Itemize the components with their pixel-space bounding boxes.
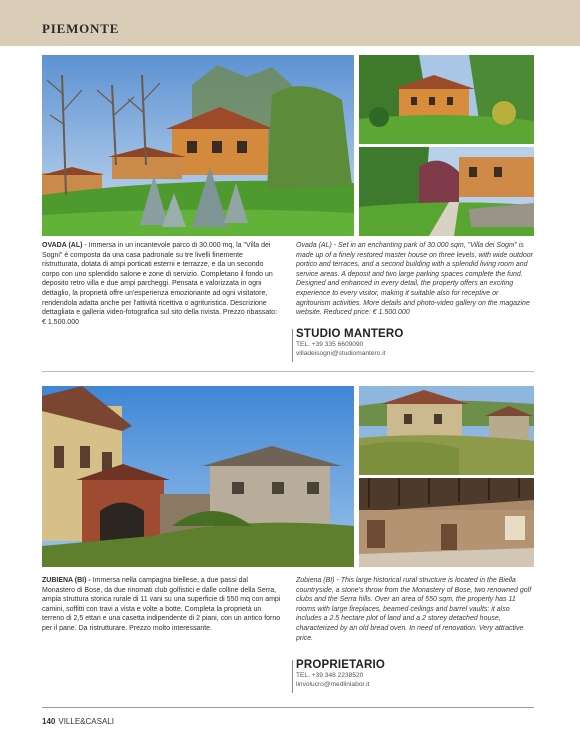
farmhouse-interior-photo xyxy=(359,478,534,567)
listing1-description-it xyxy=(42,241,282,327)
listing1-body-it: - Immersa in un incantevole parco di 30.000 mq, la "Villa dei Sogni" è composta da una casa padronale su tre livelli finemente ristrutturata, dotata di ampi porticati esterni e terrazze, e da un secondo corpo con uno splendido salone e zone di servizio. Completano il fondo un deposito retro villa e due ampi parcheggi. Pensata e valorizzata in ogni dettaglio, la proprietà offre un'esperienza emozionante ad ogni visitatore, rendendola adatta anche per l'attività ricettiva o agrituristica. Descrizione dettagliata e galleria video-fotografica sul sito della rivista. Prezzo ribassato: € 1.500.000 xyxy=(42,242,278,326)
footer-rule xyxy=(42,707,534,708)
villa-side-photo-bottom xyxy=(359,147,534,236)
page-footer xyxy=(42,717,114,726)
listing1-email[interactable]: villadeisogni@studiomantero.it xyxy=(296,350,386,357)
villa-side-photo-top xyxy=(359,55,534,144)
listing2-description-it xyxy=(42,576,282,634)
listing2-body-it: Immersa nella campagna biellese, a due passi dal Monastero di Bose, da due rinomati club golfistici e dalle colline della Serra, ampia struttura storica rurale di 11 vani su una superficie di 550 mq con ampi camini, soffitti con travi a vista e volte a botte. Completa la proprietà un terreno di 2,5 ettari e una casetta indipendente di 2 piani, con un antico forno per il pane. Da ristrutturare. Prezzo molto interessante. xyxy=(42,577,281,632)
listing2-description-en xyxy=(296,576,534,643)
listing2-location-it: ZUBIENA (BI) - xyxy=(42,577,93,584)
listing2-email[interactable]: linvolucro@medlinlabor.it xyxy=(296,681,370,688)
listing2-location-en: Zubiena (BI) xyxy=(296,577,335,584)
listing1-location-en: Ovada (AL) xyxy=(296,242,332,249)
listing2-contact-rule xyxy=(292,660,293,693)
villa-main-photo xyxy=(42,55,354,236)
listing1-contact-rule xyxy=(292,329,293,362)
listing2-body-en: - This large historical rural structure is located in the Biella countryside, a stone's throw from the Monastery of Bose, two renowned golf clubs and the Serra hills. Over an area of 550 sqm, the property has 11 rooms with large fireplaces, beamed ceilings and barrel vaults: it also includes a 2.5 hectare plot of land and a 2 storey detached house, characterized by an old bread oven. In need of renovation. Very attractive price. xyxy=(296,577,532,642)
listing1-location-it: OVADA (AL) xyxy=(42,242,83,249)
magazine-name: VILLE&CASALI xyxy=(58,717,114,726)
listing1-contact xyxy=(296,328,404,358)
listing1-description-en xyxy=(296,241,534,318)
listing2-contact xyxy=(296,659,385,689)
page-number: 140 xyxy=(42,717,56,726)
listing1-body-en: - Set in an enchanting park of 30.000 sqm, "Villa dei Sogni" is made up of a finely restored master house on three levels, with wide outdoor portico and terraces, and a second building with a splendid living room and service areas. A deposit and two large parking spaces complete the fund. Designed and enhanced in every detail, the property offers an exciting experience to every visitor, making it suitable also for receptive or agritourism activities. More details and photo-video gallery on the magazine website. Reduced price: € 1.500.000 xyxy=(296,242,533,317)
listing2-phone: TEL. +39 348 2238520 xyxy=(296,672,364,679)
listing1-phone: TEL. +39 335 6609090 xyxy=(296,341,364,348)
farmhouse-side-photo-top xyxy=(359,386,534,475)
region-title: PIEMONTE xyxy=(42,21,120,36)
listing1-agency: STUDIO MANTERO xyxy=(296,328,404,340)
listing2-agency: PROPRIETARIO xyxy=(296,659,386,671)
farmhouse-main-photo xyxy=(42,386,354,567)
section-divider xyxy=(42,371,534,372)
